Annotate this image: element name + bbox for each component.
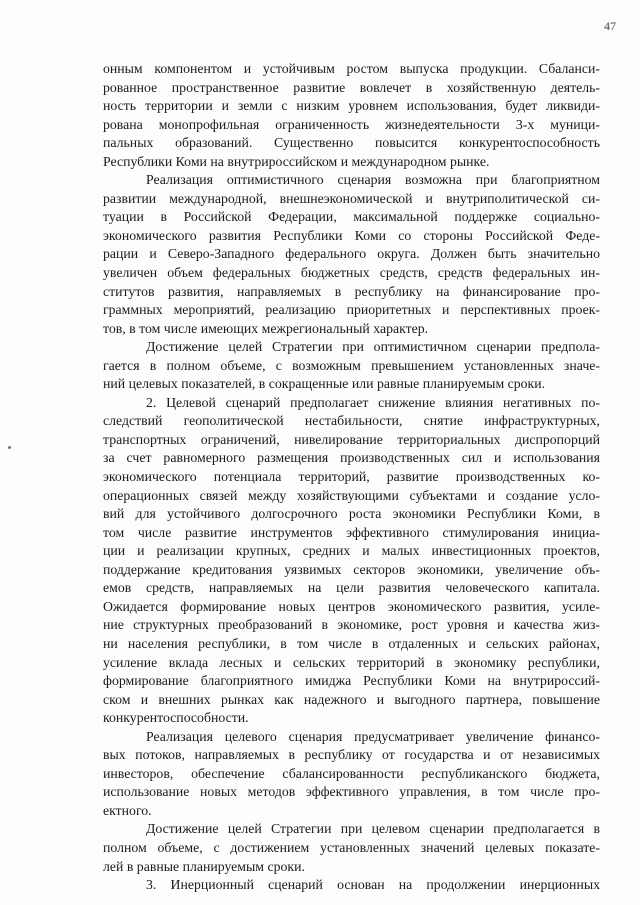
text-line: вий для устойчивого долгосрочного роста экономики Республики Коми, в (103, 506, 600, 522)
scan-speck (8, 446, 11, 449)
text-line: рована монопрофильная ограниченность жизнедеятельности 3-х муници- (103, 116, 600, 132)
text-line: поддержание кредитования уязвимых секторов экономики, увеличение объ- (103, 561, 600, 577)
text-line: Республики Коми на внутрироссийском и международном рынке. (103, 153, 490, 169)
text-line: использование новых методов эффективного управления, в том числе про- (103, 784, 600, 800)
text-line: следствий геополитической нестабильности, снятие инфраструктурных, (103, 413, 600, 429)
text-line: ние структурных преобразований в экономике, рост уровня и качества жиз- (103, 617, 600, 633)
paragraph (103, 728, 600, 821)
text-line: ститутов развития, направляемых в республику на финансирование про- (103, 283, 600, 299)
text-line: рации и Северо-Западного федерального округа. Должен быть значительно (103, 246, 600, 262)
text-line: граммных мероприятий, реализацию приоритетных и перспективных проек- (103, 302, 600, 318)
text-line: ектного. (103, 802, 152, 818)
page-number: 47 (604, 19, 616, 33)
text-line: пальных образований. Существенно повысится конкурентоспособность (103, 135, 600, 151)
text-line: ции и реализации крупных, средних и малых инвестиционных проектов, (103, 543, 600, 559)
text-line: ском и внешних рынках как надежного и выгодного партнера, повышение (103, 691, 600, 707)
text-line: инвесторов, обеспечение сбалансированности республиканского бюджета, (103, 765, 600, 781)
text-line: Достижение целей Стратегии при целевом сценарии предполагается в (146, 821, 600, 837)
text-line: за счет равномерного размещения производственных сил и использования (103, 450, 600, 466)
text-line: туации в Российской Федерации, максимальной поддержке социально- (103, 209, 600, 225)
text-line: ность территории и земли с низким уровнем использования, будет ликвиди- (103, 98, 600, 114)
text-line: ний целевых показателей, в сокращенные или равные планируемым сроки. (103, 376, 546, 392)
paragraph (103, 338, 600, 394)
text-line: усиление вклада лесных и сельских территорий в экономику республики, (103, 654, 600, 670)
text-line: 2. Целевой сценарий предполагает снижение влияния негативных по- (146, 394, 600, 410)
paragraph (103, 394, 600, 728)
paragraph (103, 171, 600, 338)
text-line: формирование благоприятного имиджа Республики Коми на внутрироссий- (103, 673, 600, 689)
paragraph (103, 876, 600, 895)
text-line: экономического развития Республики Коми со стороны Российской Феде- (103, 227, 600, 243)
text-line: гается в полном объеме, с возможным превышением установленных значе- (103, 357, 600, 373)
paragraph (103, 820, 600, 876)
text-line: лей в равные планируемым сроки. (103, 858, 305, 874)
text-line: операционных связей между хозяйствующими субъектами и создание усло- (103, 487, 600, 503)
text-line: емов средств, направляемых на цели развития человеческого капитала. (103, 580, 600, 596)
document-body (103, 60, 600, 895)
text-line: ни населения республики, в том числе в отдаленных и сельских районах, (103, 635, 600, 651)
text-line: том числе развитие инструментов эффективного стимулирования инициа- (103, 524, 600, 540)
text-line: вых потоков, направляемых в республику от государства и от независимых (103, 747, 600, 763)
text-line: экономического потенциала территорий, развитие производственных ко- (103, 469, 600, 485)
text-line: Реализация целевого сценария предусматривает увеличение финансо- (146, 728, 600, 744)
text-line: Достижение целей Стратегии при оптимистичном сценарии предпола- (146, 339, 600, 355)
text-line: Реализация оптимистичного сценария возможна при благоприятном (146, 172, 600, 188)
text-line: 3. Инерционный сценарий основан на продолжении инерционных (146, 877, 600, 893)
text-line: рованное пространственное развитие вовлечет в хозяйственную деятель- (103, 79, 600, 95)
text-line: конкурентоспособности. (103, 710, 249, 726)
text-line: увеличен объем федеральных бюджетных средств, средств федеральных ин- (103, 265, 600, 281)
text-line: Ожидается формирование новых центров экономического развития, усиле- (103, 598, 600, 614)
text-line: онным компонентом и устойчивым ростом выпуска продукции. Сбаланси- (103, 61, 600, 76)
paragraph (103, 60, 600, 171)
text-line: тов, в том числе имеющих межрегиональный характер. (103, 320, 429, 336)
text-line: развитии международной, внешнеэкономической и внутриполитической си- (103, 190, 600, 206)
text-line: полном объеме, с достижением установленных значений целевых показате- (103, 839, 600, 855)
text-line: транспортных ограничений, нивелирование территориальных диспропорций (103, 431, 600, 447)
